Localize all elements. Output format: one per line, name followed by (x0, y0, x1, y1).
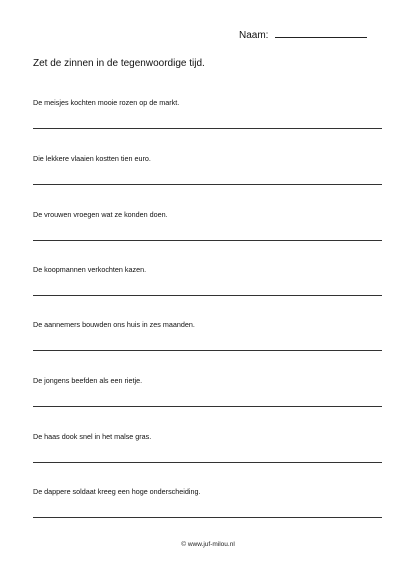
exercise-item (33, 154, 382, 194)
answer-line[interactable] (33, 406, 382, 407)
exercise-item (33, 320, 382, 360)
exercise-sentence: De koopmannen verkochten kazen. (33, 265, 147, 274)
instruction-text: Zet de zinnen in de tegenwoordige tijd. (33, 58, 205, 69)
exercise-sentence: De meisjes kochten mooie rozen op de markt. (33, 98, 180, 107)
exercise-item (33, 265, 382, 305)
exercise-sentence: De dappere soldaat kreeg een hoge onderscheiding. (33, 487, 201, 496)
answer-line[interactable] (33, 462, 382, 463)
exercise-sentence: De aannemers bouwden ons huis in zes maanden. (33, 320, 195, 329)
exercise-item (33, 432, 382, 472)
answer-line[interactable] (33, 128, 382, 129)
exercise-sentence: De haas dook snel in het malse gras. (33, 432, 152, 441)
exercise-item (33, 210, 382, 250)
answer-line[interactable] (33, 295, 382, 296)
exercise-sentence: De vrouwen vroegen wat ze konden doen. (33, 210, 168, 219)
exercise-sentence: De jongens beefden als een rietje. (33, 376, 143, 385)
answer-line[interactable] (33, 517, 382, 518)
exercise-item (33, 98, 382, 138)
answer-line[interactable] (33, 240, 382, 241)
name-field (239, 28, 367, 41)
name-blank-line[interactable] (275, 28, 367, 38)
answer-line[interactable] (33, 350, 382, 351)
name-label: Naam: (239, 30, 272, 41)
footer-copyright: © www.juf-milou.nl (181, 541, 235, 548)
exercise-item (33, 376, 382, 416)
exercise-sentence: Die lekkere vlaaien kostten tien euro. (33, 154, 151, 163)
answer-line[interactable] (33, 184, 382, 185)
exercise-item (33, 487, 382, 527)
